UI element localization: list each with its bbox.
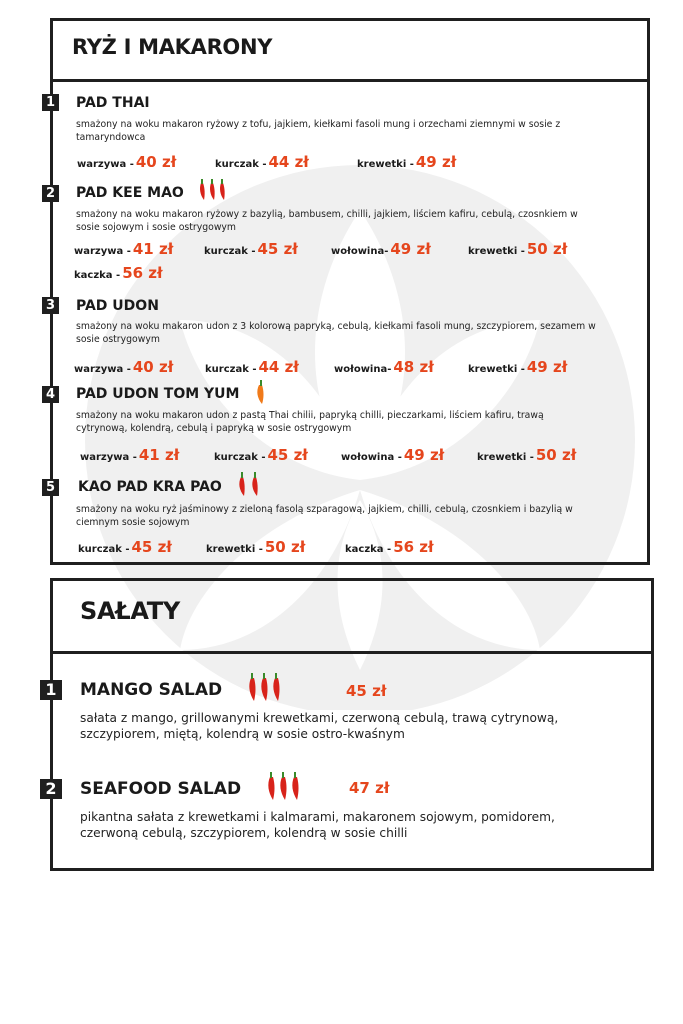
dish-description: smażony na woku makaron udon z pastą Thai chilii, papryką chilli, pieczarkami, liściem kafiru, trawą cytrynową, kolendrą, cebulą i papryką w sosie ostrygowym <box>76 410 544 434</box>
dish-description: smażony na woku makaron ryżowy z bazylią, bambusem, chilli, jajkiem, liściem kafiru, cebulą, czosnkiem w sosie sojowym i sosie ostrygowym <box>76 209 578 233</box>
price-value: 45 zł <box>267 446 308 464</box>
price-option <box>345 538 434 556</box>
price-label: kurczak - <box>204 246 256 257</box>
price-label: kaczka - <box>345 544 392 555</box>
dish-description: smażony na woku ryż jaśminowy z zieloną fasolą szparagową, jajkiem, chilli, cebulą, czosnkiem i bazylią w ciemnym sosie sojowym <box>76 504 573 528</box>
price-value: 47 zł <box>349 779 390 797</box>
price-label: kurczak - <box>214 452 266 463</box>
price-value: 50 zł <box>264 538 306 556</box>
dish-name: PAD UDON <box>76 298 159 314</box>
section1-title: RYŻ I MAKARONY <box>72 35 273 59</box>
price-label: wołowina- <box>334 364 392 375</box>
dish-description: sałata z mango, grillowanymi krewetkami, czerwoną cebulą, trawą cytrynową, szczypiorem, miętą, kolendrą w sosie ostro-kwaśnym <box>80 711 559 741</box>
chili-pepper-icon <box>246 672 284 702</box>
price-option <box>74 264 163 282</box>
price-label: kurczak - <box>215 159 267 170</box>
price-option <box>357 153 456 171</box>
price-value: 45 zł <box>257 240 298 258</box>
price-option <box>331 240 431 258</box>
dish-name: PAD THAI <box>76 95 150 111</box>
item-number: 1 <box>42 94 59 111</box>
item-number: 2 <box>42 185 59 202</box>
dish-description: smażony na woku makaron ryżowy z tofu, jajkiem, kiełkami fasoli mung i orzechami ziemnymi w sosie z tamaryndowca <box>76 119 561 143</box>
price-option <box>74 240 173 258</box>
chili-pepper-icon <box>197 178 229 202</box>
item-number: 4 <box>42 386 59 403</box>
dish-name: KAO PAD KRA PAO <box>78 479 222 495</box>
dish-description: pikantna sałata z krewetkami i kalmarami, makaronem sojowym, pomidorem, czerwoną cebulą, szczypiorem, kolendrą w sosie chilli <box>80 810 555 840</box>
price-option <box>214 446 308 464</box>
price-value: 50 zł <box>526 240 568 258</box>
price-value: 45 zł <box>346 682 387 700</box>
dish-description: smażony na woku makaron udon z 3 kolorową papryką, cebulą, kiełkami fasoli mung, szczypiorem, sezamem w sosie ostrygowym <box>76 321 596 345</box>
price-label: wołowina - <box>341 452 402 463</box>
price-value: 56 zł <box>393 538 434 556</box>
price-value: 49 zł <box>390 240 431 258</box>
price-value: 49 zł <box>403 446 445 464</box>
price-option <box>477 446 576 464</box>
price-option <box>77 153 176 171</box>
price-label: krewetki - <box>468 364 525 375</box>
price-option <box>468 358 567 376</box>
price-value: 49 zł <box>415 153 457 171</box>
price-label: krewetki - <box>206 544 263 555</box>
dish-name: SEAFOOD SALAD <box>80 779 242 799</box>
item-number: 5 <box>42 479 59 496</box>
price-label: kurczak - <box>205 364 257 375</box>
price-value: 56 zł <box>122 264 163 282</box>
price-value: 49 zł <box>526 358 568 376</box>
price-value: 44 zł <box>268 153 309 171</box>
price-option <box>468 240 567 258</box>
price-option <box>78 538 172 556</box>
price-label: warzywa - <box>77 159 134 170</box>
price-label: krewetki - <box>477 452 534 463</box>
price-option <box>80 446 179 464</box>
price-option <box>341 446 444 464</box>
price-value: 40 zł <box>135 153 177 171</box>
price-value: 40 zł <box>132 358 174 376</box>
chili-pepper-icon <box>235 471 265 497</box>
price-option <box>205 358 299 376</box>
price-label: warzywa - <box>74 246 131 257</box>
price-label: warzywa - <box>80 452 137 463</box>
price-option <box>334 358 434 376</box>
price-value: 41 zł <box>138 446 180 464</box>
item-number: 2 <box>40 779 62 799</box>
price-label: kurczak - <box>78 544 130 555</box>
orange-chili-icon <box>254 379 268 405</box>
chili-pepper-icon <box>265 771 303 801</box>
price-label: krewetki - <box>468 246 525 257</box>
price-value: 50 zł <box>535 446 577 464</box>
price-label: krewetki - <box>357 159 414 170</box>
price-value: 48 zł <box>393 358 434 376</box>
price-option <box>215 153 309 171</box>
price-option <box>74 358 173 376</box>
dish-name: PAD KEE MAO <box>76 185 184 201</box>
price-value: 44 zł <box>258 358 299 376</box>
price-option <box>206 538 305 556</box>
section2-title: SAŁATY <box>80 597 180 625</box>
dish-name: MANGO SALAD <box>80 680 223 700</box>
price-value: 41 zł <box>132 240 174 258</box>
price-label: wołowina- <box>331 246 389 257</box>
item-number: 1 <box>40 680 62 700</box>
item-number: 3 <box>42 297 59 314</box>
price-value: 45 zł <box>131 538 172 556</box>
price-option <box>204 240 298 258</box>
price-label: warzywa - <box>74 364 131 375</box>
dish-name: PAD UDON TOM YUM <box>76 386 240 402</box>
price-label: kaczka - <box>74 270 121 281</box>
